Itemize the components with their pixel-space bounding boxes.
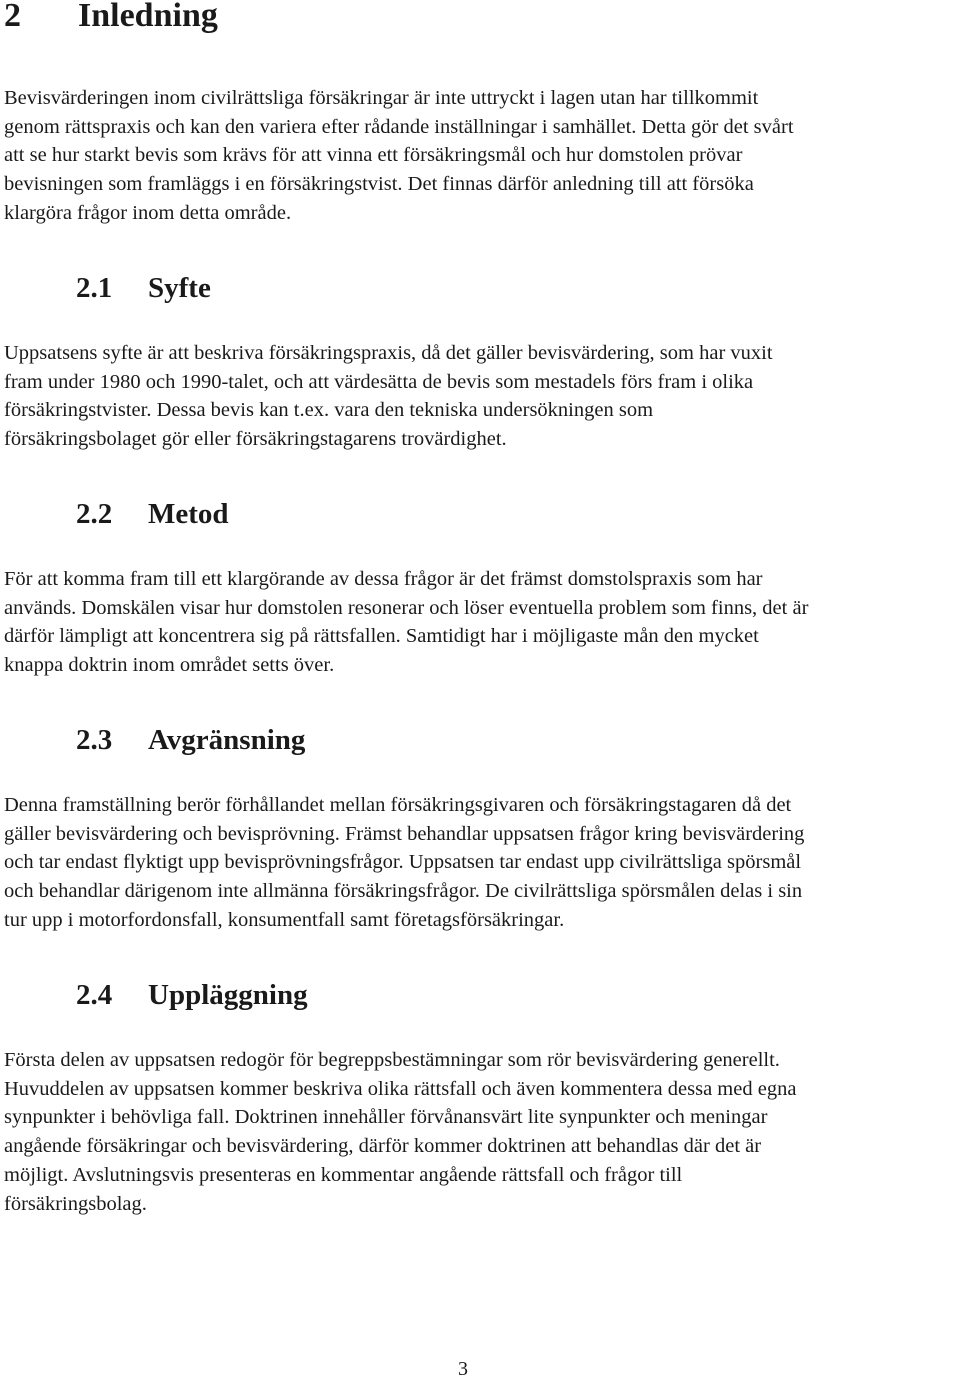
paragraph-line: att se hur starkt bevis som krävs för att vinna ett försäkringsmål och hur domstolen prövar	[4, 144, 743, 167]
paragraph-line: därför lämpligt att koncentrera sig på rättsfallen. Samtidigt har i möjligaste mån den mycket	[4, 625, 759, 648]
paragraph-line: försäkringstvister. Dessa bevis kan t.ex. vara den tekniska undersökningen som	[4, 399, 654, 422]
paragraph-line: klargöra frågor inom detta område.	[4, 201, 292, 224]
paragraph-line: tur upp i motorfordonsfall, konsumentfall samt företagsförsäkringar.	[4, 908, 565, 931]
paragraph-line: bevisningen som framläggs i en försäkringstvist. Det finnas därför anledning till att försöka	[4, 173, 754, 196]
paragraph-line: För att komma fram till ett klargörande av dessa frågor är det främst domstolspraxis som har	[4, 568, 763, 590]
paragraph-line: Första delen av uppsatsen redogör för begreppsbestämningar som rör bevisvärdering generellt.	[4, 1049, 780, 1071]
paragraph-line: knappa doktrin inom området setts över.	[4, 654, 335, 677]
intro-paragraph	[4, 84, 960, 228]
avgransning-paragraph	[4, 791, 960, 935]
paragraph-line: försäkringsbolag.	[4, 1192, 147, 1215]
section-heading-metod	[76, 496, 229, 532]
section-heading-syfte	[76, 270, 211, 306]
paragraph-line: Uppsatsens syfte är att beskriva försäkringspraxis, då det gäller bevisvärdering, som har vuxit	[4, 342, 773, 364]
section-heading-avgransning	[76, 722, 305, 758]
section-number: 2.3	[76, 724, 113, 756]
page-number: 3	[458, 1358, 468, 1380]
syfte-paragraph	[4, 339, 960, 454]
section-number: 2.1	[76, 272, 113, 304]
section-title: Metod	[148, 498, 229, 530]
paragraph-line: Denna framställning berör förhållandet mellan försäkringsgivaren och försäkringstagaren då det	[4, 794, 792, 816]
paragraph-line: försäkringsbolaget gör eller försäkringstagarens trovärdighet.	[4, 428, 507, 451]
chapter-number: 2	[4, 0, 21, 34]
metod-paragraph	[4, 565, 960, 680]
upplaggning-paragraph	[4, 1046, 960, 1218]
section-heading-upplaggning	[76, 977, 308, 1013]
paragraph-line: används. Domskälen visar hur domstolen resonerar och löser eventuella problem som finns, det är	[4, 596, 809, 619]
section-title: Uppläggning	[148, 979, 308, 1011]
paragraph-line: synpunkter i behövliga fall. Doktrinen innehåller förvånansvärt lite synpunkter och meningar	[4, 1106, 768, 1129]
chapter-title: Inledning	[78, 0, 218, 34]
paragraph-line: möjligt. Avslutningsvis presenteras en kommentar angående rättsfall och frågor till	[4, 1163, 683, 1186]
paragraph-line: och behandlar därigenom inte allmänna försäkringsfrågor. De civilrättsliga spörsmålen delas i sin	[4, 880, 803, 903]
paragraph-line: och tar endast flyktigt upp bevisprövningsfrågor. Uppsatsen tar endast upp civilrättsliga spörsmål	[4, 851, 802, 874]
section-title: Syfte	[148, 272, 211, 304]
section-number: 2.2	[76, 498, 113, 530]
paragraph-line: gäller bevisvärdering och bevisprövning. Främst behandlar uppsatsen frågor kring bevisvärdering	[4, 822, 805, 845]
section-title: Avgränsning	[148, 724, 306, 756]
section-number: 2.4	[76, 979, 113, 1011]
chapter-heading	[4, 0, 218, 38]
paragraph-line: Bevisvärderingen inom civilrättsliga försäkringar är inte uttryckt i lagen utan har tillkommit	[4, 87, 759, 109]
paragraph-line: fram under 1980 och 1990-talet, och att värdesätta de bevis som mestadels förs fram i olika	[4, 370, 754, 393]
paragraph-line: genom rättspraxis och kan den variera efter rådande inställningar i samhället. Detta gör det svårt	[4, 115, 794, 138]
paragraph-line: Huvuddelen av uppsatsen kommer beskriva olika rättsfall och även kommentera dessa med egna	[4, 1077, 797, 1100]
paragraph-line: angående försäkringar och bevisvärdering, därför kommer doktrinen att behandlas där det är	[4, 1135, 762, 1158]
